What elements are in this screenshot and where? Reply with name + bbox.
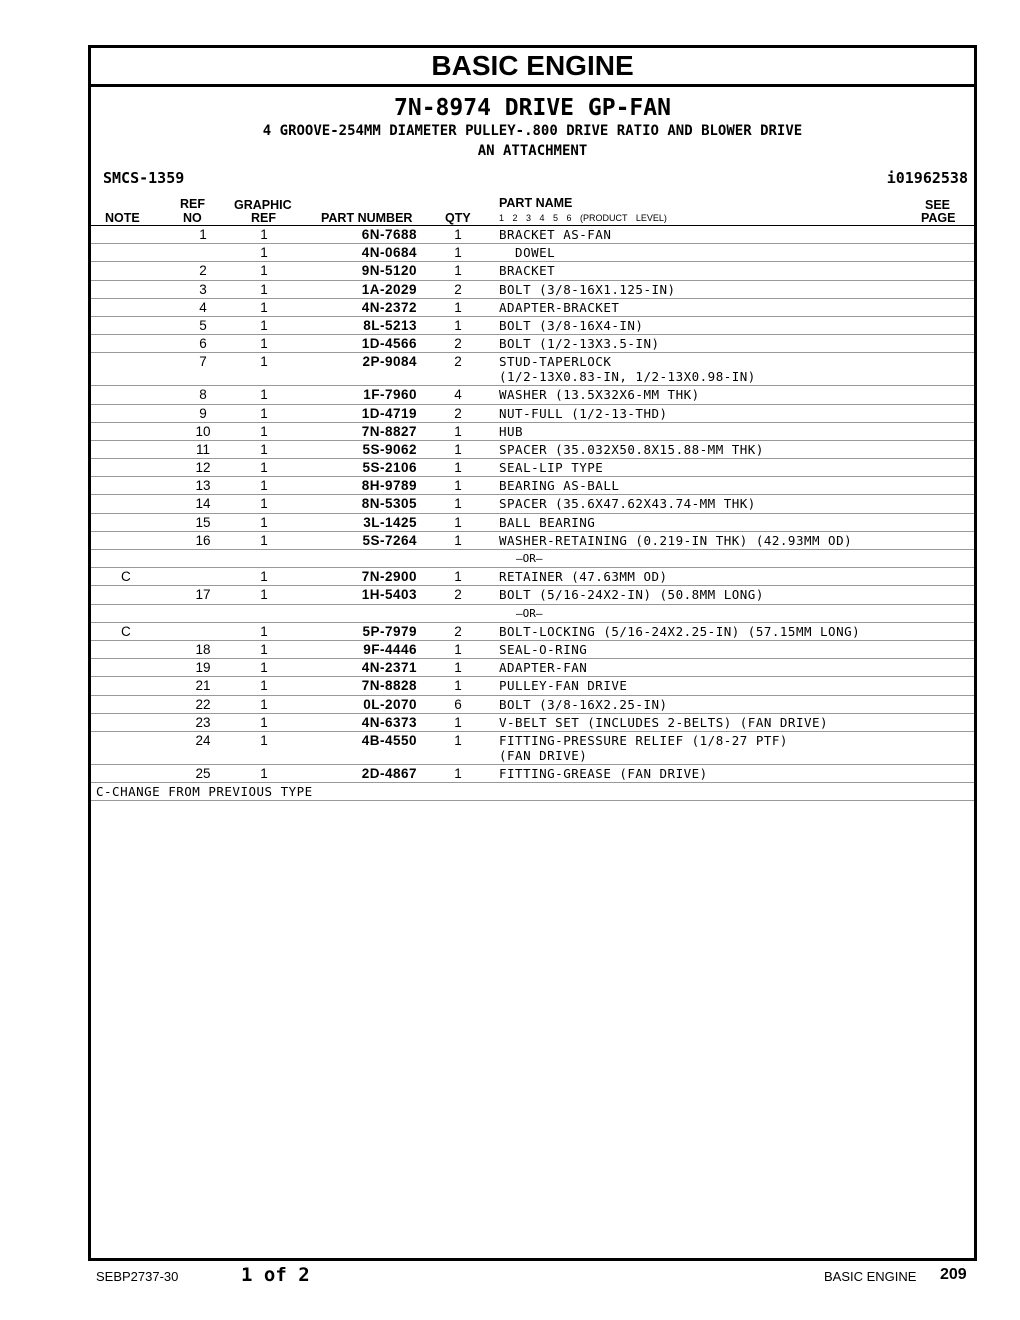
- cell-ref-no: 14: [195, 496, 211, 512]
- cell-ref-no: 17: [195, 587, 211, 603]
- cell-qty: 1: [454, 641, 462, 657]
- page-of: 1 of 2: [241, 1264, 310, 1286]
- table-row: [91, 244, 974, 262]
- table-row: [91, 299, 974, 317]
- or-separator: —OR—: [516, 606, 543, 620]
- or-separator-row: [91, 550, 974, 568]
- cell-qty: 1: [454, 569, 462, 585]
- cell-part-number: 9N-5120: [361, 263, 417, 279]
- cell-qty: 2: [454, 336, 462, 352]
- table-row: [91, 423, 974, 441]
- cell-qty: 6: [454, 696, 462, 712]
- cell-part-number: 2D-4867: [361, 765, 417, 781]
- cell-part-name: BOLT (3/8-16X1.125-IN): [499, 281, 676, 297]
- cell-graphic-ref: 1: [260, 354, 268, 370]
- cell-part-number: 5S-2106: [362, 460, 417, 476]
- cell-qty: 2: [454, 281, 462, 297]
- cell-ref-no: 8: [199, 387, 207, 403]
- section-title: BASIC ENGINE: [91, 48, 974, 87]
- cell-part-name: STUD-TAPERLOCK (1/2-13X0.83-IN, 1/2-13X0.98-IN): [499, 354, 756, 385]
- header-graphic-bottom: REF: [251, 211, 276, 225]
- cell-qty: 1: [454, 460, 462, 476]
- table-row: [91, 405, 974, 423]
- cell-graphic-ref: 1: [260, 569, 268, 585]
- table-row: [91, 765, 974, 783]
- cell-part-number: 2P-9084: [362, 354, 417, 370]
- cell-part-name: ADAPTER-BRACKET: [499, 299, 620, 315]
- cell-part-number: 8H-9789: [361, 478, 417, 494]
- table-row: [91, 226, 974, 244]
- header-graphic-top: GRAPHIC: [234, 198, 292, 212]
- cell-ref-no: 15: [195, 514, 211, 530]
- cell-graphic-ref: 1: [260, 387, 268, 403]
- cell-part-number: 5S-7264: [362, 532, 417, 548]
- cell-part-name: BRACKET: [499, 263, 556, 279]
- cell-ref-no: 2: [199, 263, 207, 279]
- cell-part-name: FITTING-PRESSURE RELIEF (1/8-27 PTF) (FAN DRIVE): [499, 732, 788, 763]
- table-row: [91, 262, 974, 280]
- cell-part-name: BOLT (3/8-16X4-IN): [499, 317, 644, 333]
- cell-part-name: WASHER-RETAINING (0.219-IN THK) (42.93MM OD): [499, 532, 853, 548]
- cell-qty: 1: [454, 660, 462, 676]
- cell-qty: 1: [454, 514, 462, 530]
- cell-qty: 1: [454, 532, 462, 548]
- cell-qty: 4: [454, 387, 462, 403]
- cell-graphic-ref: 1: [260, 441, 268, 457]
- table-row: [91, 714, 974, 732]
- cell-ref-no: 10: [195, 423, 211, 439]
- group-subtitle-line-1: 4 GROOVE-254MM DIAMETER PULLEY-.800 DRIVE RATIO AND BLOWER DRIVE: [262, 123, 803, 139]
- cell-part-name: BOLT (5/16-24X2-IN) (50.8MM LONG): [499, 587, 764, 603]
- cell-graphic-ref: 1: [260, 263, 268, 279]
- cell-graphic-ref: 1: [260, 696, 268, 712]
- cell-part-name: HUB: [499, 423, 524, 439]
- cell-graphic-ref: 1: [260, 317, 268, 333]
- footnote: C-CHANGE FROM PREVIOUS TYPE: [96, 784, 313, 800]
- cell-qty: 2: [454, 354, 462, 370]
- table-row: [91, 335, 974, 353]
- cell-qty: 1: [454, 263, 462, 279]
- table-row: [91, 353, 974, 386]
- or-separator: —OR—: [516, 552, 543, 565]
- table-row: [91, 659, 974, 677]
- cell-graphic-ref: 1: [260, 532, 268, 548]
- table-header: [91, 191, 974, 226]
- cell-part-number: 4N-6373: [361, 714, 417, 730]
- cell-ref-no: 23: [195, 714, 211, 730]
- cell-part-name: V-BELT SET (INCLUDES 2-BELTS) (FAN DRIVE): [499, 714, 829, 730]
- cell-part-name: PULLEY-FAN DRIVE: [499, 678, 628, 694]
- cell-qty: 1: [454, 299, 462, 315]
- cell-ref-no: 9: [199, 405, 207, 421]
- cell-qty: 2: [454, 587, 462, 603]
- cell-graphic-ref: 1: [260, 714, 268, 730]
- cell-graphic-ref: 1: [260, 245, 268, 261]
- footer-section: BASIC ENGINE: [824, 1269, 917, 1284]
- cell-graphic-ref: 1: [260, 405, 268, 421]
- table-row: [91, 459, 974, 477]
- cell-part-number: 8N-5305: [361, 496, 417, 512]
- cell-qty: 1: [454, 714, 462, 730]
- header-ref-bottom: NO: [183, 211, 202, 225]
- cell-part-name: RETAINER (47.63MM OD): [499, 569, 668, 585]
- cell-qty: 1: [454, 765, 462, 781]
- cell-graphic-ref: 1: [260, 678, 268, 694]
- cell-qty: 1: [454, 496, 462, 512]
- header-see-top: SEE: [925, 198, 951, 212]
- table-row: [91, 641, 974, 659]
- cell-part-number: 7N-2900: [361, 569, 417, 585]
- cell-part-number: 5P-7979: [362, 623, 417, 639]
- or-separator-row: [91, 605, 974, 623]
- table-row: [91, 696, 974, 714]
- cell-part-name: BRACKET AS-FAN: [499, 227, 612, 242]
- header-product-level: 1 2 3 4 5 6 (PRODUCT LEVEL): [499, 213, 667, 223]
- cell-part-number: 4N-0684: [361, 245, 417, 261]
- group-title: 7N-8974 DRIVE GP-FAN: [394, 95, 671, 121]
- cell-part-name: ADAPTER-FAN: [499, 660, 588, 676]
- cell-ref-no: 13: [195, 478, 211, 494]
- table-row: [91, 568, 974, 586]
- cell-part-number: 4N-2372: [361, 299, 417, 315]
- cell-part-name: SPACER (35.032X50.8X15.88-MM THK): [499, 441, 764, 457]
- cell-note: C: [121, 623, 131, 639]
- cell-part-number: 1H-5403: [361, 587, 417, 603]
- cell-ref-no: 1: [199, 227, 207, 242]
- cell-qty: 1: [454, 423, 462, 439]
- cell-graphic-ref: 1: [260, 281, 268, 297]
- cell-graphic-ref: 1: [260, 660, 268, 676]
- table-row: [91, 495, 974, 513]
- cell-part-number: 6N-7688: [361, 227, 417, 242]
- header-ref-top: REF: [180, 197, 205, 211]
- cell-qty: 1: [454, 317, 462, 333]
- table-row: [91, 677, 974, 695]
- cell-part-name: NUT-FULL (1/2-13-THD): [499, 405, 668, 421]
- header-qty: QTY: [445, 211, 471, 225]
- cell-part-name: BOLT (1/2-13X3.5-IN): [499, 336, 660, 352]
- cell-qty: 1: [454, 732, 462, 748]
- cell-ref-no: 4: [199, 299, 207, 315]
- cell-qty: 1: [454, 678, 462, 694]
- cell-graphic-ref: 1: [260, 336, 268, 352]
- cell-part-number: 1F-7960: [363, 387, 417, 403]
- table-row: [91, 386, 974, 404]
- cell-qty: 1: [454, 245, 462, 261]
- cell-ref-no: 5: [199, 317, 207, 333]
- cell-graphic-ref: 1: [260, 478, 268, 494]
- table-row: [91, 732, 974, 765]
- smcs-code: SMCS-1359: [103, 169, 185, 187]
- cell-part-name: WASHER (13.5X32X6-MM THK): [499, 387, 700, 403]
- cell-graphic-ref: 1: [260, 641, 268, 657]
- table-row: [91, 281, 974, 299]
- table-row: [91, 623, 974, 641]
- cell-part-name: BOLT-LOCKING (5/16-24X2.25-IN) (57.15MM LONG): [499, 623, 861, 639]
- parts-table-body: [91, 226, 974, 801]
- cell-graphic-ref: 1: [260, 623, 268, 639]
- cell-ref-no: 16: [195, 532, 211, 548]
- cell-graphic-ref: 1: [260, 514, 268, 530]
- cell-ref-no: 12: [195, 460, 211, 476]
- cell-part-number: 1A-2029: [361, 281, 417, 297]
- cell-part-name: SEAL-LIP TYPE: [499, 460, 604, 476]
- cell-ref-no: 22: [195, 696, 211, 712]
- table-row: [91, 477, 974, 495]
- cell-graphic-ref: 1: [260, 587, 268, 603]
- cell-graphic-ref: 1: [260, 496, 268, 512]
- cell-ref-no: 6: [199, 336, 207, 352]
- cell-qty: 1: [454, 227, 462, 242]
- document-id: SEBP2737-30: [96, 1269, 179, 1284]
- cell-part-number: 8L-5213: [363, 317, 417, 333]
- cell-part-name: SPACER (35.6X47.62X43.74-MM THK): [499, 496, 756, 512]
- header-part-name: PART NAME: [499, 196, 573, 210]
- cell-ref-no: 25: [195, 765, 211, 781]
- cell-part-name: FITTING-GREASE (FAN DRIVE): [499, 765, 708, 781]
- cell-ref-no: 7: [199, 354, 207, 370]
- cell-part-number: 4N-2371: [361, 660, 417, 676]
- cell-qty: 1: [454, 441, 462, 457]
- cell-graphic-ref: 1: [260, 765, 268, 781]
- cell-ref-no: 19: [195, 660, 211, 676]
- cell-graphic-ref: 1: [260, 227, 268, 242]
- cell-graphic-ref: 1: [260, 423, 268, 439]
- cell-part-number: 1D-4566: [361, 336, 417, 352]
- cell-qty: 1: [454, 478, 462, 494]
- table-row: [91, 586, 974, 604]
- cell-part-number: 9F-4446: [363, 641, 417, 657]
- cell-part-name: BOLT (3/8-16X2.25-IN): [499, 696, 668, 712]
- cell-part-name: SEAL-O-RING: [499, 641, 588, 657]
- illustration-id: i01962538: [886, 169, 968, 187]
- cell-part-number: 7N-8827: [361, 423, 417, 439]
- cell-part-number: 3L-1425: [363, 514, 417, 530]
- group-subtitle-line-2: AN ATTACHMENT: [477, 143, 588, 159]
- table-row: [91, 317, 974, 335]
- cell-part-name: BALL BEARING: [499, 514, 596, 530]
- cell-ref-no: 11: [195, 441, 210, 457]
- cell-part-number: 4B-4550: [361, 732, 417, 748]
- header-note: NOTE: [105, 211, 140, 225]
- cell-ref-no: 21: [195, 678, 211, 694]
- header-part-number: PART NUMBER: [321, 211, 413, 225]
- cell-graphic-ref: 1: [260, 299, 268, 315]
- cell-qty: 2: [454, 623, 462, 639]
- page-number: 209: [940, 1266, 967, 1283]
- header-see-bottom: PAGE: [921, 211, 956, 225]
- cell-ref-no: 24: [195, 732, 211, 748]
- table-row: [91, 514, 974, 532]
- identifier-bar: [91, 167, 974, 191]
- cell-part-name: DOWEL: [499, 245, 556, 261]
- cell-part-number: 7N-8828: [361, 678, 417, 694]
- cell-qty: 2: [454, 405, 462, 421]
- cell-ref-no: 18: [195, 641, 211, 657]
- cell-part-number: 5S-9062: [362, 441, 417, 457]
- cell-graphic-ref: 1: [260, 460, 268, 476]
- parts-page-frame: [88, 45, 977, 1261]
- cell-part-name: BEARING AS-BALL: [499, 478, 620, 494]
- cell-ref-no: 3: [199, 281, 207, 297]
- cell-graphic-ref: 1: [260, 732, 268, 748]
- table-row: [91, 532, 974, 550]
- cell-note: C: [121, 569, 131, 585]
- footnote-row: [91, 783, 974, 801]
- page-footer: [0, 1264, 1020, 1294]
- table-row: [91, 441, 974, 459]
- cell-part-number: 0L-2070: [363, 696, 417, 712]
- cell-part-number: 1D-4719: [361, 405, 417, 421]
